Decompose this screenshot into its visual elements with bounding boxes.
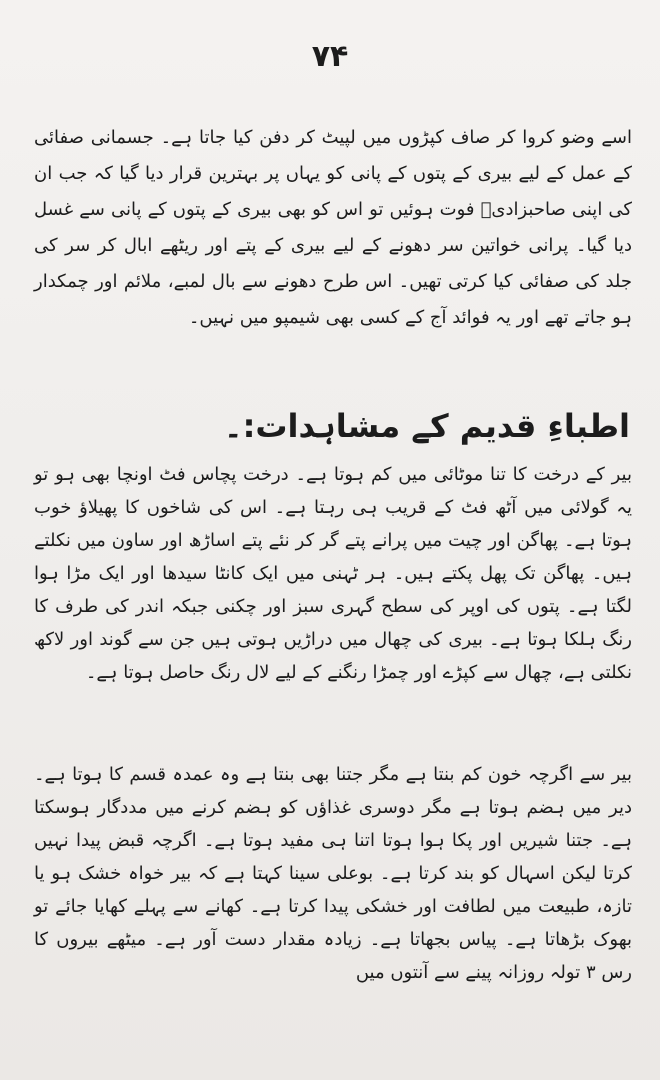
paragraph-1: اسے وضو کروا کر صاف کپڑوں میں لپیٹ کر دفن کیا جاتا ہے۔ جسمانی صفائی کے عمل کے لیے بیری کے پتوں کے پانی کو یہاں پر بہترین قرار دیا گیا کہ جب ان کی اپنی صاحبزادیؓ فوت ہوئیں تو اس کو بھی بیری کے پتوں کے پانی سے غسل دیا گیا۔ پرانی خواتین سر دھونے کے لیے بیری کے پتے اور ریٹھے ابال کر سر کی جلد کی صفائی کیا کرتی تھیں۔ اس طرح دھونے سے بال لمبے، ملائم اور چمکدار ہو جاتے تھے اور یہ فوائد آج کے کسی بھی شیمپو میں نہیں۔ [34,127,632,328]
page-number: ۷۴ [311,39,349,74]
paragraph-3: بیر سے اگرچہ خون کم بنتا ہے مگر جتنا بھی بنتا ہے وہ عمدہ قسم کا ہوتا ہے۔ دیر میں ہضم ہوتا ہے مگر دوسری غذاؤں کو ہضم کرنے میں مددگار ہوسکتا ہے۔ جتنا شیریں اور پکا ہوا ہوتا اتنا ہی مفید ہوتا ہے۔ اگرچہ قبض پیدا نہیں کرتا لیکن اسہال کو بند کرتا ہے۔ بوعلی سینا کہتا ہے کہ بیر خواہ خشک ہو یا تازہ، طبیعت میں لطافت اور خشکی پیدا کرتا ہے۔ کھانے سے پہلے کھایا جائے تو بھوک بڑھاتا ہے۔ پیاس بجھاتا ہے۔ زیادہ مقدار دست آور ہے۔ میٹھے بیروں کا رس ۳ تولہ روزانہ پینے سے آنتوں میں [34,764,632,983]
section-heading: اطباءِ قدیم کے مشاہدات:۔ [223,407,630,445]
paragraph-2: بیر کے درخت کا تنا موٹائی میں کم ہوتا ہے۔ درخت پچاس فٹ اونچا بھی ہو تو یہ گولائی میں آٹھ فٹ کے قریب ہی رہتا ہے۔ اس کی شاخوں کا پھیلاؤ خوب ہوتا ہے۔ پھاگن اور چیت میں پرانے پتے گر کر نئے پتے اساڑھ اور ساون میں نکلتے ہیں۔ پھاگن تک پھل پکتے ہیں۔ ہر ٹہنی میں ایک کانٹا سیدھا اور ایک مڑا ہوا لگتا ہے۔ پتوں کی اوپر کی سطح گہری سبز اور چکنی جبکہ اندر کی طرف کا رنگ ہلکا ہوتا ہے۔ بیری کی چھال میں دراڑیں ہوتی ہیں جن سے گوند اور لاکھ نکلتی ہے، چھال سے کپڑے اور چمڑا رنگنے کے لیے لال رنگ حاصل ہوتا ہے۔ [34,464,632,683]
